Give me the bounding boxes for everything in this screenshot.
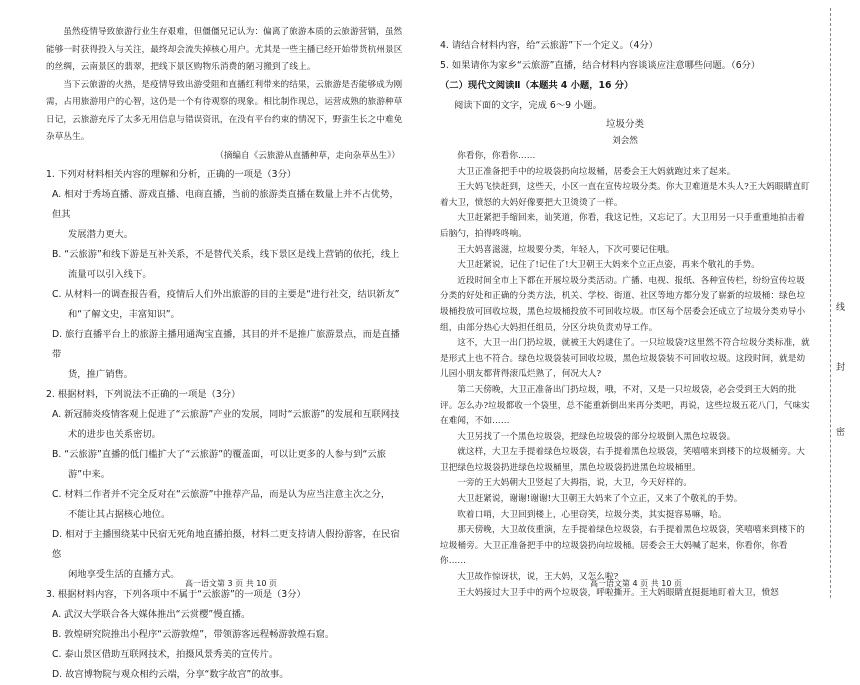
story-paragraph: 王大妈喜滋滋，垃圾要分类，年轻人，下次可要记住哦。 (457, 244, 675, 255)
q3-option: A. 武汉大学联合各大媒体推出“云赏樱”慢直播。 (52, 608, 251, 620)
question-2: 2. 根据材料，下列说法不正确的一项是（3分） (46, 388, 241, 400)
margin-char-secret: 密 (836, 428, 846, 438)
q3-option: C. 泰山景区借助互联网技术，拍摄风景秀美的宣传片。 (52, 648, 279, 660)
story-author: 刘会然 (612, 136, 638, 146)
q1-option: D. 旅行直播平台上的旅游主播用通淘宝直播，其目的并不是推广旅游景点，而是直播带 (52, 328, 400, 360)
q1-option: A. 相对于秀场直播、游戏直播、电商直播，当前的旅游类直播在数量上并不占优势，但其 (52, 188, 399, 220)
binding-margin (822, 0, 860, 607)
story-body (440, 149, 810, 601)
story-paragraph: 大卫另找了一个黑色垃圾袋，把绿色垃圾袋的部分垃圾倒入黑色垃圾袋。 (457, 431, 736, 442)
story-paragraph: 这不，大卫一出门扔垃圾，就被王大妈逮住了。一只垃圾袋?这里然不符合垃圾分类标准，就是形式上也不符合。绿色垃圾袋装可回收垃圾，黑色垃圾袋装不可回收垃圾。这段时间，就是幼儿园小朋友都背得滚瓜烂熟了，何况大人? (440, 338, 810, 380)
story-paragraph: 王大妈飞快赶到，这些天，小区一直在宣传垃圾分类。你大卫难道是木头人?王大妈眼睛直盯着大卫，愤怒的大妈好像要把大卫烫烫了一样。 (440, 182, 810, 208)
story-paragraph: 就这样，大卫左手提着绿色垃圾袋，右手提着黑色垃圾袋，笑嘻嘻来到楼下的垃圾桶旁。大卫把绿色垃圾袋扔进绿色垃圾桶里，黑色垃圾袋扔进黑色垃圾桶里。 (440, 447, 805, 473)
q2-option: C. 材料二作者并不完全反对在“云旅游”中推荐产品，而是认为应当注意主次之分， (52, 488, 391, 500)
passage-paragraph: 虽然疫情导致旅游行业生存艰难，但僵僵兄记认为：偏离了旅游本质的云旅游营销，虽然能够一时获得投入与关注，最终却会流失掉核心用户。尤其是一些主播已经开始带货杭州景区的丝绸，云南景区的翡翠，把线下景区购物乐消费的陋习搬到了线上。 (46, 27, 403, 72)
q2-option-cont: 游”中来。 (68, 468, 111, 480)
q1-option-cont: 和“了解文史，丰富知识”。 (68, 308, 180, 320)
q2-option-cont: 术的进步也关系密切。 (68, 428, 161, 440)
story-paragraph: 那天傍晚，大卫故伎重演，左手提着绿色垃圾袋，右手提着黑色垃圾袋，笑嘻嘻来到楼下的垃圾桶旁。大卫正准备把手中的垃圾袋扔向垃圾桶。居委会王大妈喊了起来，你看你，你看你…… (440, 525, 805, 567)
q3-option: B. 敦煌研究院推出小程序“云游敦煌”，带领游客远程畅游敦煌石窟。 (52, 628, 335, 640)
binding-dashed-line (830, 8, 831, 598)
question-3: 3. 根据材料内容，下列各项中不属于“云旅游”的一项是（3分） (46, 588, 306, 600)
story-paragraph: 吹着口哨，大卫回到楼上，心里窃笑，垃圾分类，其实挺容易嘛，哈。 (457, 509, 727, 520)
passage-source: （摘编自《云旅游从直播种草，走向杂草丛生》） (215, 150, 400, 161)
story-paragraph: 大卫正准备把手中的垃圾袋扔向垃圾桶，居委会王大妈就跑过来了起来。 (457, 166, 736, 177)
q2-option: B. “云旅游”直播的低门槛扩大了“云旅游”的覆盖面，可以让更多的人参与到“云旅 (52, 448, 386, 460)
right-column (440, 36, 810, 601)
story-paragraph: 近段时间全市上下都在开展垃圾分类活动。广播、电视、报纸、各种宣传栏，纷纷宣传垃圾分类的好处和正确的分类方法，机关、学校、街道、社区等地方都分发了崭新的垃圾桶：绿色垃圾桶投放可回收垃圾，黑色垃圾桶投放不可回收垃圾。市区每个居委会还成立了垃圾分类劝导小组，由部分热心大妈担任组员，分区分块负责劝导工作。 (440, 275, 806, 333)
story-paragraph: 你看你，你看你…… (457, 151, 536, 161)
section-heading: （二）现代文阅读Ⅱ（本题共 4 小题，16 分） (440, 80, 634, 91)
question-4: 4. 请结合材料内容，给“云旅游”下一个定义。（4分） (440, 40, 658, 51)
story-paragraph: 一旁的王大妈朝大卫竖起了大拇指，说，大卫，今天好样的。 (457, 478, 692, 489)
question-1: 1. 下列对材料相关内容的理解和分析，正确的一项是（3分） (46, 168, 297, 180)
story-paragraph: 第二天傍晚，大卫正准备出门扔垃圾，哦，不对，又是一只垃圾袋，必会受到王大妈的批评。怎么办?垃圾都收一个袋里，总不能重新倒出来再分类吧，再说，这些垃圾五花八门，气味实在难闻，不如…… (440, 384, 810, 427)
margin-char-seal: 封 (836, 363, 846, 373)
q2-option: D. 相对于主播围绕某中民宿无死角地直播拍摄，材料二更支持请人假扮游客，在民宿悠 (52, 528, 400, 560)
q2-option-cont: 闲地享受生活的直播方式。 (68, 568, 180, 580)
q1-option: C. 从材料一的调查报告看，疫情后人们外出旅游的目的主要是“进行社交，结识新友” (52, 288, 400, 300)
story-title: 垃圾分类 (605, 119, 644, 130)
page-footer-right: 高一语文第 4 页 共 10 页 (590, 579, 682, 588)
q2-option: A. 新冠肺炎疫情客观上促进了“云旅游”产业的发展，同时“云旅游”的发展和互联网技 (52, 408, 400, 420)
story-paragraph: 大卫故作惊讶状，说，王大妈，又怎么啦? (457, 572, 619, 583)
story-paragraph: 大卫赶紧说，记住了!记住了!大卫朝王大妈来个立正点姿，再来个敬礼的手势。 (457, 260, 760, 271)
story-paragraph: 大卫赶紧说，谢谢!谢谢!大卫朝王大妈来了个立正，又来了个敬礼的手势。 (457, 494, 743, 505)
page-footer-left: 高一语文第 3 页 共 10 页 (185, 579, 277, 588)
question-5: 5. 如果请你为家乡“云旅游”直播，结合材料内容谈谈应注意哪些问题。（6分） (440, 60, 761, 71)
story-paragraph: 王大妈接过大卫手中的两个垃圾袋，呼啦撕开。王大妈眼睛直挺挺地盯着大卫，愤怒 (457, 587, 779, 598)
q1-option: B. “云旅游”和线下游是互补关系，不是替代关系，线下景区是线上营销的依托，线上 (52, 248, 400, 260)
q1-option-cont: 发展潜力更大。 (68, 228, 134, 240)
q1-option-cont: 流量可以引入线下。 (68, 268, 152, 280)
passage-paragraph: 当下云旅游的火热，是疫情导致出游受阻和直播红利带来的结果，云旅游是否能够成为刚需，占用旅游用户的心智，这仍是一个有待观察的现象。相比制作现总，运营成熟的旅游种草日记，云旅游充斥了太多无用信息与错误资讯，在没有平台约束的情况下，野蛮生长之中难免杂草丛生。 (46, 79, 403, 142)
margin-char-line: 线 (836, 303, 846, 313)
q1-option-cont: 货，推广销售。 (68, 368, 134, 380)
q3-option: D. 故宫博物院与观众相约云端，分享“数字故宫”的故事。 (52, 668, 289, 680)
reading-instruction: 阅读下面的文字，完成 6～9 小题。 (454, 100, 602, 111)
story-paragraph: 大卫赶紧把手缩回来，讪笑道，你看，我这记性，又忘记了。大卫用另一只手重重地拍击着后脑勺，拍得咚咚响。 (440, 213, 805, 239)
q2-option-cont: 不能让其占据核心地位。 (68, 508, 171, 520)
